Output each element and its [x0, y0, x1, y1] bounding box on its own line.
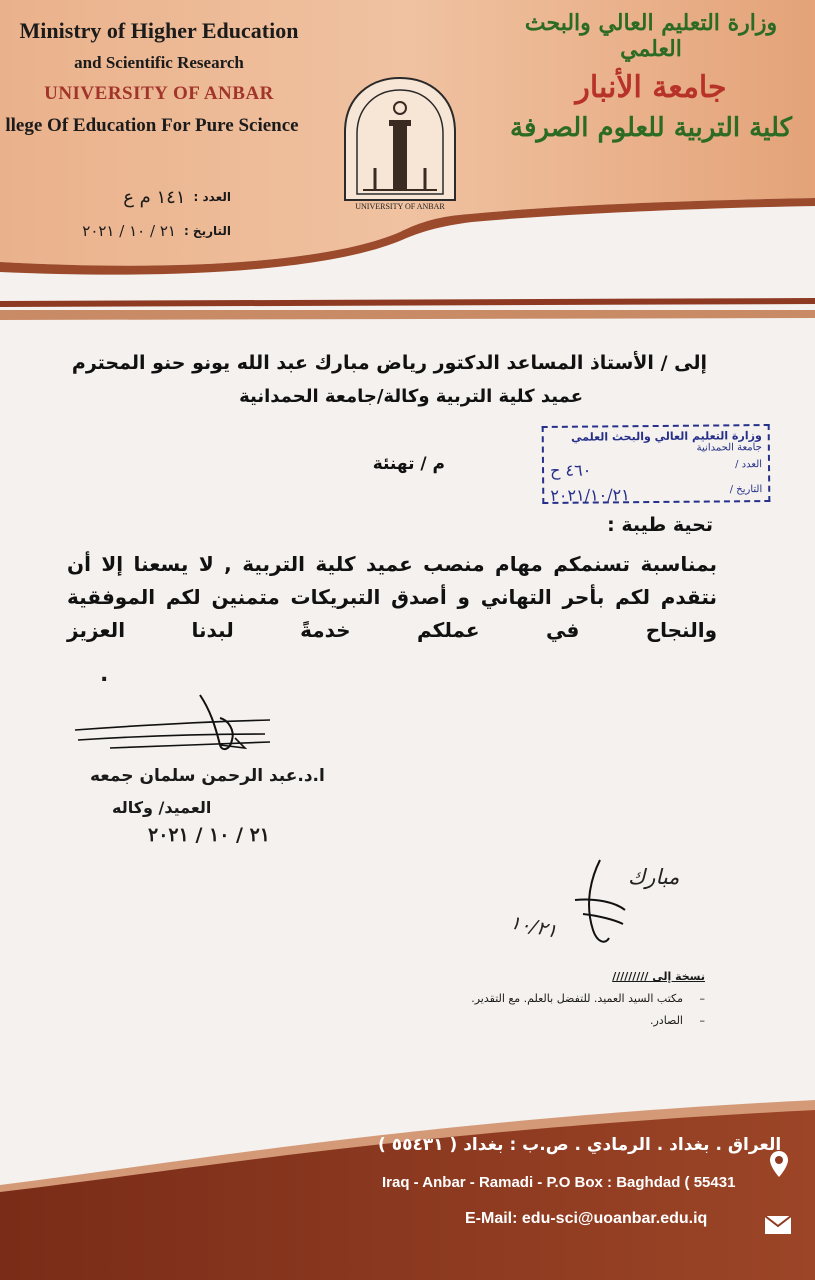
- recipient-line-1: إلى / الأستاذ المساعد الدكتور رياض مبارك عبد الله يونو حنو المحترم: [71, 352, 707, 374]
- header-divider: [0, 296, 815, 322]
- stamp-date-label: التاريخ /: [729, 484, 763, 496]
- handwritten-note: مبارك: [628, 865, 680, 889]
- copies-item-text: مكتب السيد العميد. للتفضل بالعلم. مع التقدير.: [471, 992, 683, 1005]
- stamp-date-row: [550, 484, 762, 505]
- copies-item: –الصادر.: [649, 1014, 705, 1027]
- signatory-name: ا.د.عبد الرحمن سلمان جمعه: [90, 766, 325, 786]
- arabic-heading: [501, 10, 801, 143]
- university-english: UNIVERSITY OF ANBAR: [44, 83, 274, 104]
- logo-caption: UNIVERSITY OF ANBAR: [355, 202, 445, 211]
- ministry-english: Ministry of Higher Education: [19, 18, 299, 43]
- research-english: and Scientific Research: [74, 53, 244, 72]
- recipient-line-2: عميد كلية التربية وكالة/جامعة الحمدانية: [239, 386, 583, 407]
- handwritten-scribble: [505, 850, 720, 960]
- stamp-ministry: وزارة التعليم العالي والبحث العلمي: [571, 429, 762, 444]
- footer-email[interactable]: E-Mail: edu-sci@uoanbar.edu.iq: [465, 1210, 708, 1227]
- end-dot: .: [100, 662, 109, 687]
- stamp-number-row: [550, 459, 762, 480]
- copies-heading: نسخة إلى /////////: [612, 970, 705, 983]
- stamp-university: جامعة الحمدانية: [696, 442, 762, 454]
- footer-address-english: Iraq - Anbar - Ramadi - P.O Box : Baghdad ( 55431: [382, 1174, 736, 1191]
- university-arabic: جامعة الأنبار: [575, 70, 727, 105]
- letter-body: بمناسبة تسنمكم مهام منصب عميد كلية التربية , لا يسعنا إلا أن نتقدم لكم بأحر التهاني و أصدق التبريكات متمنين لكم الموفقية والنجاح في عملكم خدمةً لبدنا العزيز: [67, 552, 717, 642]
- signature-date: ٢١ / ١٠ / ٢٠٢١: [148, 824, 271, 846]
- ref-date-label: التاريخ :: [183, 224, 231, 238]
- subject-line: م / تهنئة: [372, 454, 445, 474]
- signatory-title: العميد/ وكاله: [112, 798, 212, 817]
- copies-item: –مكتب السيد العميد. للتفضل بالعلم. مع التقدير.: [471, 992, 705, 1005]
- footer-address-arabic: العراق . بغداد . الرمادي . ص.ب : بغداد ( ٥٥٤٣١ ): [378, 1135, 782, 1155]
- greeting-line: تحية طيبة :: [607, 514, 713, 536]
- handwritten-date: ١٠/٢١: [508, 911, 560, 943]
- ref-number-value: ١٤١ م ع: [123, 186, 186, 208]
- ref-date-row: [16, 214, 231, 248]
- reference-box: [16, 180, 231, 248]
- incoming-stamp: [542, 424, 771, 504]
- stamp-date-value: ٢٠٢١/١٠/٢١: [550, 485, 630, 505]
- ref-number-label: العدد :: [193, 190, 231, 204]
- stamp-number-label: العدد /: [735, 459, 763, 471]
- envelope-icon: [764, 1215, 792, 1235]
- stamp-number-value: ٤٦٠ ح: [549, 460, 592, 480]
- college-arabic: كلية التربية للعلوم الصرفة: [510, 113, 792, 143]
- copies-section: [471, 970, 705, 1027]
- ref-number-row: [16, 180, 231, 214]
- english-heading: [0, 18, 318, 137]
- ministry-arabic: وزارة التعليم العالي والبحث العلمي: [524, 10, 778, 62]
- signature-scribble: [70, 690, 290, 770]
- ref-date-value: ٢١ / ١٠ / ٢٠٢١: [82, 222, 176, 240]
- copies-item-text: الصادر.: [649, 1014, 683, 1027]
- university-logo: [335, 72, 465, 212]
- college-english: llege Of Education For Pure Science: [5, 115, 299, 136]
